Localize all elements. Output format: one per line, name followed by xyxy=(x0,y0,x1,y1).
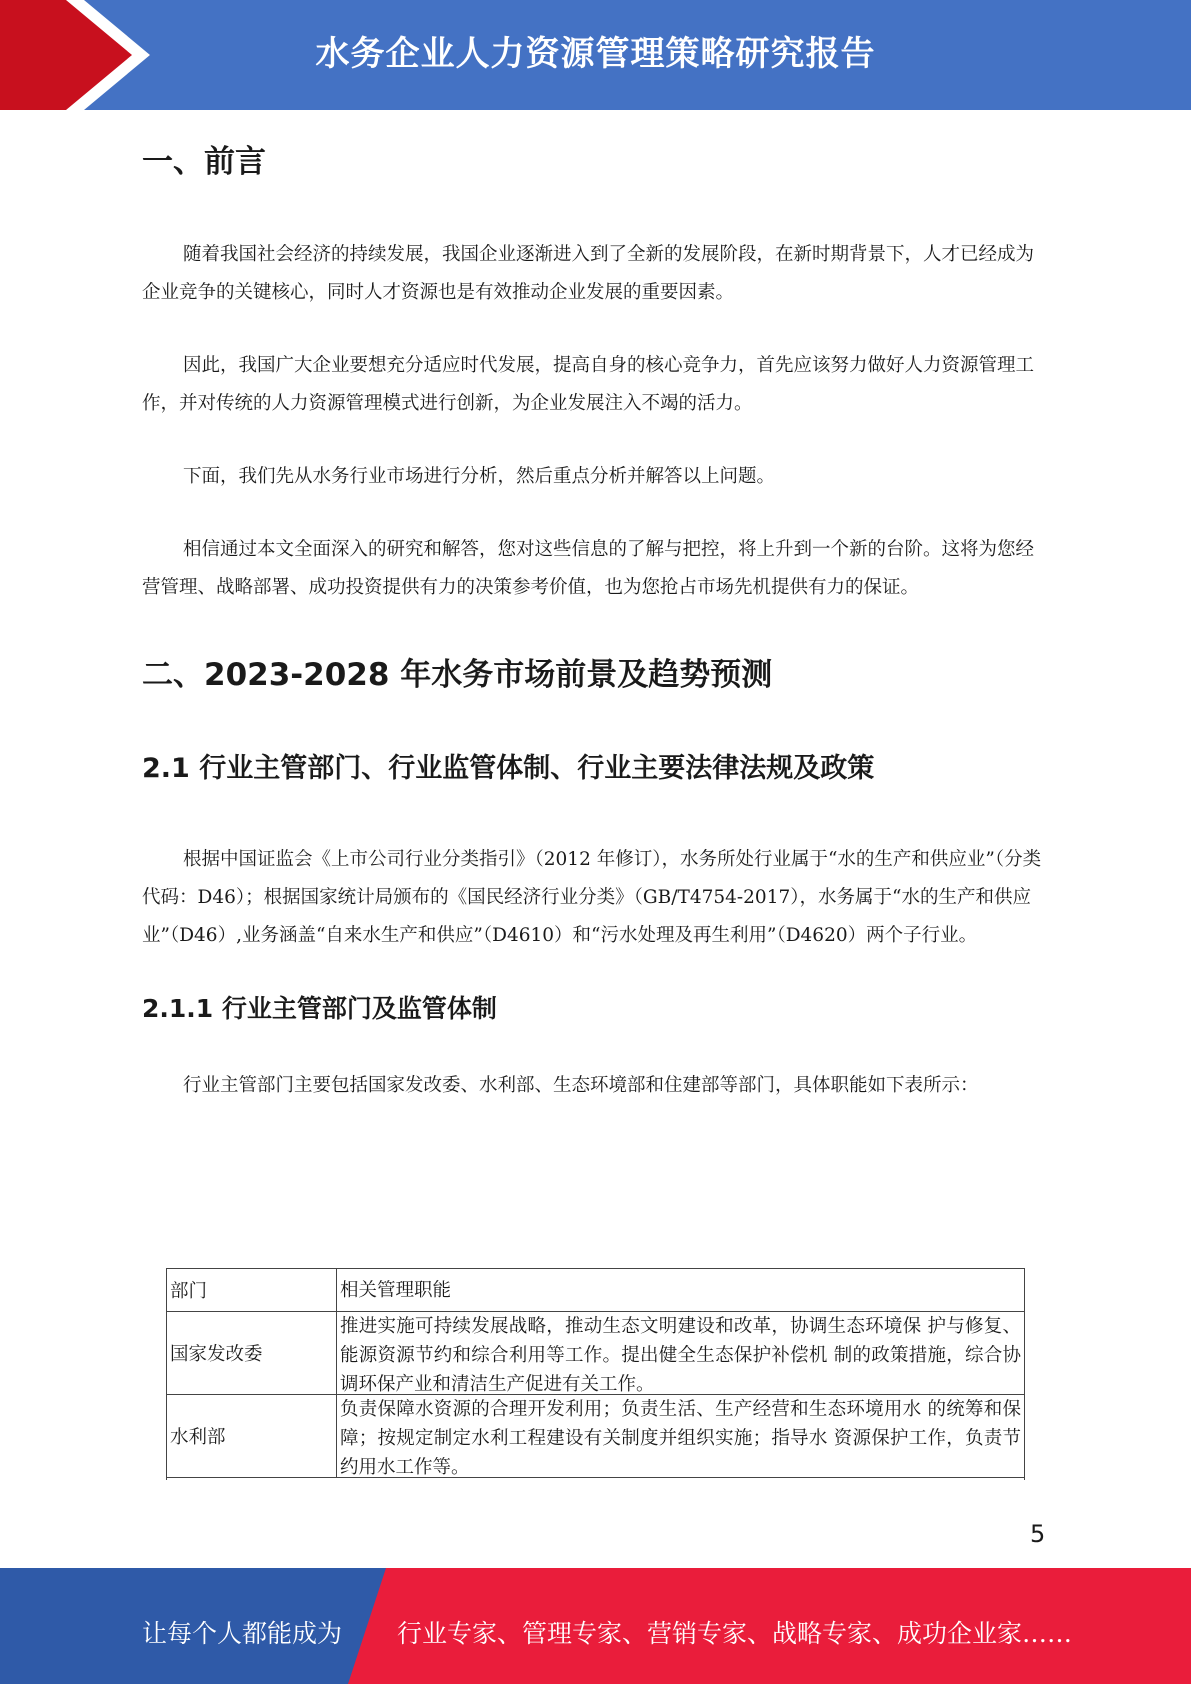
paragraph: 行业主管部门主要包括国家发改委、水利部、生态环境部和住建部等部门，具体职能如下表所示： xyxy=(183,1075,979,1096)
table-header-cell: 部门 xyxy=(167,1269,337,1311)
header-banner xyxy=(0,0,1191,110)
paragraph: 随着我国社会经济的持续发展，我国企业逐渐进入到了全新的发展阶段，在新时期背景下，人才已经成为企业竞争的关键核心，同时人才资源也是有效推动企业发展的重要因素。 xyxy=(142,244,1035,303)
footer-banner xyxy=(0,1568,1191,1684)
section-heading-preface: 一、前言 xyxy=(142,144,266,180)
table-cell-department: 国家发改委 xyxy=(167,1312,337,1394)
paragraph: 根据中国证监会《上市公司行业分类指引》（2012 年修订），水务所处行业属于“水的生产和供应业”（分类代码：D46）；根据国家统计局颁布的《国民经济行业分类》（GB/T4754-2017），水务属于“水的生产和供应业”（D46）,业务涵盖“自来水生产和供应”（D4610）和“污水处理及再生利用”（D4620）两个子行业。 xyxy=(142,849,1042,946)
subsection-heading-2-1: 2.1 行业主管部门、行业监管体制、行业主要法律法规及政策 xyxy=(142,753,875,784)
paragraph: 相信通过本文全面深入的研究和解答，您对这些信息的了解与把控，将上升到一个新的台阶。这将为您经营管理、战略部署、成功投资提供有力的决策参考价值，也为您抢占市场先机提供有力的保证。 xyxy=(142,539,1035,598)
table-cell-department: 水利部 xyxy=(167,1395,337,1477)
report-title: 水务企业人力资源管理策略研究报告 xyxy=(315,34,876,74)
table-cell-function: 推进实施可持续发展战略，推动生态文明建设和改革，协调生态环境保 护与修复、能源资源节约和综合利用等工作。提出健全生态保护补偿机 制的政策措施，综合协调环保产业和清洁生产促进有关工作。 xyxy=(340,1316,1021,1394)
paragraph: 下面，我们先从水务行业市场进行分析，然后重点分析并解答以上问题。 xyxy=(183,466,776,487)
functions-table xyxy=(166,1268,1025,1480)
table-cell-function: 负责保障水资源的合理开发利用；负责生活、生产经营和生态环境用水 的统筹和保障；按规定制定水利工程建设有关制度并组织实施；指导水 资源保护工作，负责节约用水工作等。 xyxy=(340,1399,1021,1477)
table-row xyxy=(167,1312,1024,1395)
table-header-row xyxy=(167,1269,1024,1312)
subsection-heading-2-1-1: 2.1.1 行业主管部门及监管体制 xyxy=(142,994,497,1023)
footer-slogan-right: 行业专家、管理专家、营销专家、战略专家、成功企业家…… xyxy=(397,1619,1073,1648)
page-number: 5 xyxy=(1030,1520,1046,1548)
footer-slogan-left: 让每个人都能成为 xyxy=(142,1619,343,1648)
table-row xyxy=(167,1395,1024,1478)
section-heading-market-forecast: 二、2023-2028 年水务市场前景及趋势预测 xyxy=(142,657,773,693)
paragraph: 因此，我国广大企业要想充分适应时代发展，提高自身的核心竞争力，首先应该努力做好人力资源管理工作，并对传统的人力资源管理模式进行创新，为企业发展注入不竭的活力。 xyxy=(142,355,1035,414)
document-body xyxy=(142,138,1047,1105)
table-header-cell: 相关管理职能 xyxy=(340,1279,452,1301)
